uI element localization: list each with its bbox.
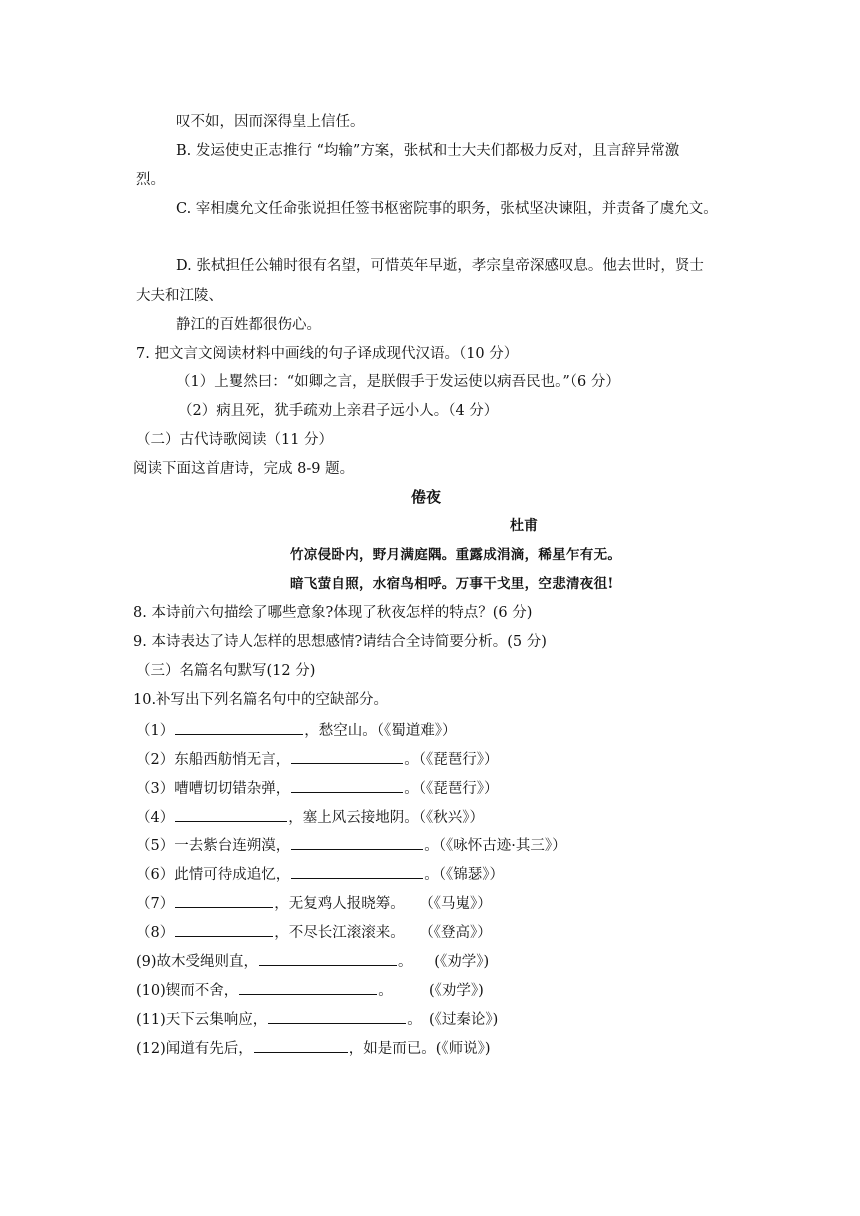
item-number: （8） [136, 925, 175, 941]
item-suffix: 。 (《劝学》) [378, 983, 484, 999]
answer-blank[interactable] [259, 950, 397, 966]
item-suffix: ，无复鸡人报晓筹。 （《马嵬》） [274, 896, 492, 912]
poem-author: 杜甫 [510, 518, 538, 534]
answer-blank[interactable] [254, 1037, 348, 1053]
fill-item [136, 863, 504, 885]
option-b-line1: B. 发运使史正志推行 “均输”方案，张栻和士大夫们都极力反对，且言辞异常激 [176, 143, 680, 159]
item-number: (9) [136, 954, 157, 970]
reading-instruction: 阅读下面这首唐诗，完成 8-9 题。 [133, 461, 355, 477]
item-number: (12) [136, 1041, 166, 1057]
answer-blank[interactable] [175, 921, 273, 937]
answer-blank[interactable] [175, 892, 273, 908]
item-prefix: 故木受绳则直， [156, 954, 259, 970]
item-prefix: 一去紫台连朔漠， [174, 838, 291, 854]
item-prefix: 天下云集响应， [165, 1012, 268, 1028]
option-d-line1: D. 张栻担任公辅时很有名望，可惜英年早逝，孝宗皇帝深感叹息。他去世时，贤士 [176, 258, 704, 274]
question-8: 8. 本诗前六句描绘了哪些意象?体现了秋夜怎样的特点？(6 分) [133, 605, 533, 621]
fill-item [136, 719, 456, 741]
item-number: （6） [136, 867, 175, 883]
section-2-heading: （二）古代诗歌阅读（11 分） [136, 432, 334, 448]
fill-item [136, 979, 484, 1001]
question-9: 9. 本诗表达了诗人怎样的思想感情?请结合全诗简要分析。(5 分) [133, 634, 547, 650]
item-suffix: 。 (《劝学》) [398, 954, 490, 970]
answer-blank[interactable] [291, 748, 403, 764]
question-7: 7. 把文言文阅读材料中画线的句子译成现代汉语。（10 分） [136, 346, 519, 362]
fill-item [136, 1008, 498, 1030]
poem-title: 倦夜 [411, 488, 442, 506]
answer-blank[interactable] [175, 806, 287, 822]
item-prefix: 此情可待成追忆， [174, 867, 291, 883]
fill-item [136, 950, 489, 972]
item-number: （2） [136, 752, 175, 768]
fill-item [136, 748, 498, 770]
fill-item [136, 892, 492, 914]
fill-item [136, 834, 567, 856]
option-d-line3: 静江的百姓都很伤心。 [176, 317, 321, 333]
fill-item [136, 1037, 491, 1059]
item-suffix: ，愁空山。（《蜀道难》） [304, 723, 457, 739]
item-suffix: 。（《琵琶行》） [404, 752, 499, 768]
answer-blank[interactable] [268, 1008, 406, 1024]
answer-blank[interactable] [239, 979, 377, 995]
item-number: (10) [136, 983, 166, 999]
item-prefix: 嘈嘈切切错杂弹， [174, 781, 291, 797]
answer-blank[interactable] [291, 834, 423, 850]
fill-item [136, 806, 484, 828]
item-suffix: 。（《咏怀古迹·其三》） [424, 838, 567, 854]
item-prefix: 锲而不舍， [165, 983, 239, 999]
option-c: C. 宰相虞允文任命张说担任签书枢密院事的职务，张栻坚决谏阻，并责备了虞允文。 [176, 201, 718, 217]
fill-item [136, 777, 498, 799]
question-10: 10.补写出下列名篇名句中的空缺部分。 [133, 692, 389, 708]
item-suffix: 。 (《过秦论》) [407, 1012, 499, 1028]
item-suffix: 。（《琵琶行》） [404, 781, 499, 797]
option-d-line2: 大夫和江陵、 [136, 288, 223, 304]
item-number: （1） [136, 723, 175, 739]
option-a-continuation: 叹不如，因而深得皇上信任。 [176, 114, 365, 130]
answer-blank[interactable] [175, 719, 303, 735]
item-prefix: 东船西舫悄无言， [174, 752, 291, 768]
item-number: （7） [136, 896, 175, 912]
item-suffix: ，如是而已。(《师说》) [348, 1041, 491, 1057]
item-number: （5） [136, 838, 175, 854]
item-suffix: ，不尽长江滚滚来。 （《登高》） [274, 925, 492, 941]
item-suffix: ，塞上风云接地阴。（《秋兴》） [288, 810, 484, 826]
item-prefix: 闻道有先后， [165, 1041, 253, 1057]
item-number: （4） [136, 810, 175, 826]
fill-item [136, 921, 492, 943]
poem-line-2: 暗飞萤自照，水宿鸟相呼。万事干戈里，空悲清夜徂! [290, 576, 614, 592]
item-suffix: 。（《锦瑟》） [424, 867, 504, 883]
section-3-heading: （三）名篇名句默写(12 分) [136, 663, 316, 679]
item-number: （3） [136, 781, 175, 797]
answer-blank[interactable] [291, 863, 423, 879]
poem-line-1: 竹凉侵卧内，野月满庭隅。重露成涓滴，稀星乍有无。 [290, 547, 622, 563]
question-7-part2: （2）病且死，犹手疏劝上亲君子远小人。（4 分） [178, 403, 499, 419]
question-7-part1: （1）上矍然曰：“如卿之言，是朕假手于发运使以病吾民也。”（6 分） [176, 374, 620, 390]
answer-blank[interactable] [291, 777, 403, 793]
option-b-line2: 烈。 [136, 172, 165, 188]
item-number: (11) [136, 1012, 166, 1028]
